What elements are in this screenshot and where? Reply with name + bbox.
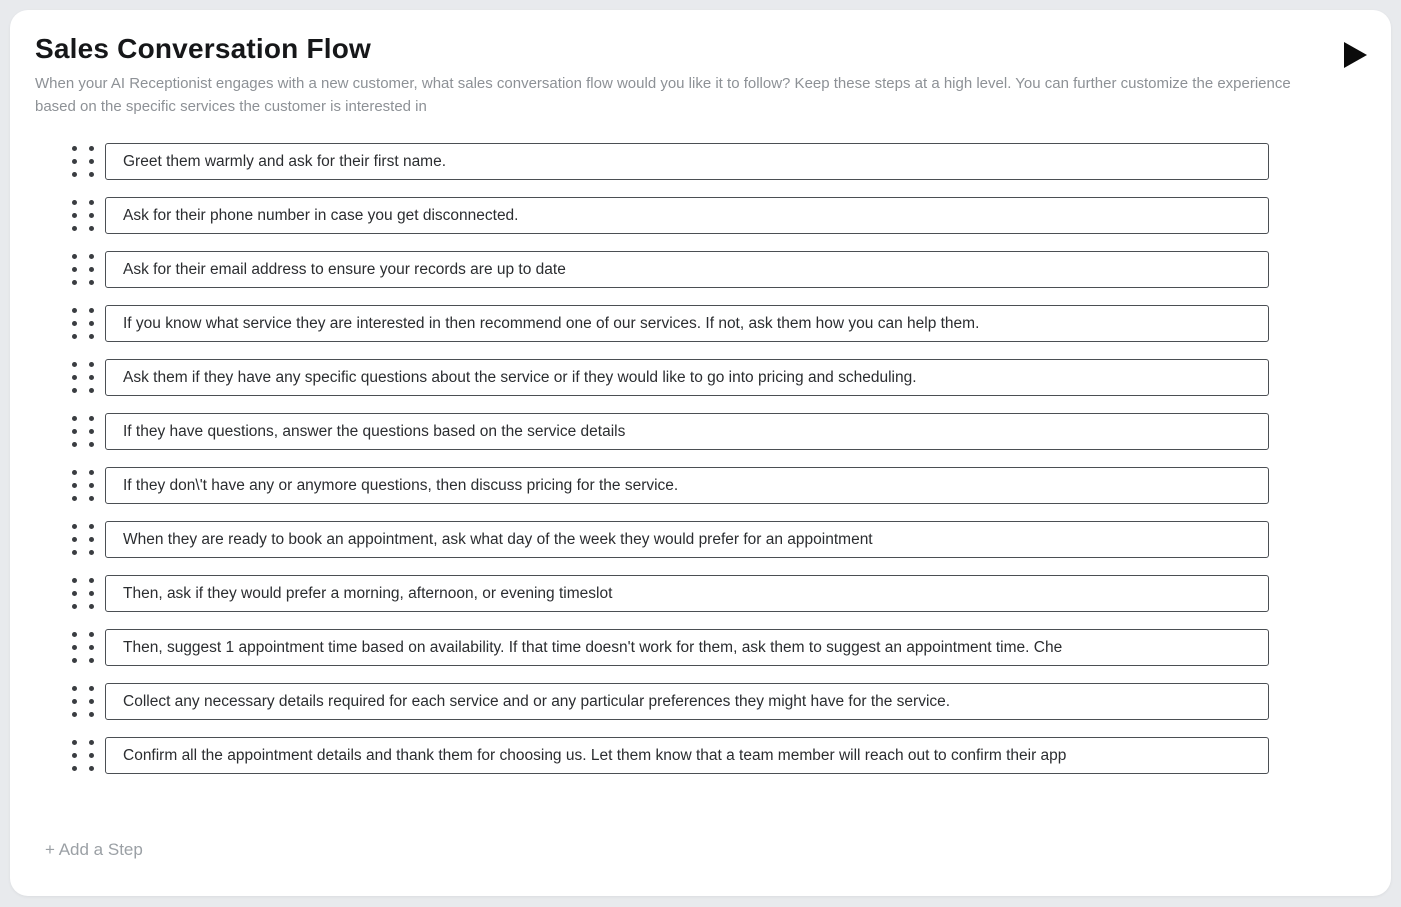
step-row xyxy=(35,305,1366,342)
play-button[interactable] xyxy=(1338,38,1372,72)
step-row xyxy=(35,629,1366,666)
step-input[interactable] xyxy=(105,251,1269,288)
step-input[interactable] xyxy=(105,467,1269,504)
drag-handle-icon[interactable] xyxy=(72,200,94,231)
page-description: When your AI Receptionist engages with a new customer, what sales conversation flow would you like it to follow? Keep these steps at a high level. You can further customize the experience based on the specific services the customer is interested in xyxy=(35,75,1291,115)
drag-handle-icon[interactable] xyxy=(72,524,94,555)
step-input[interactable] xyxy=(105,197,1269,234)
drag-handle-icon[interactable] xyxy=(72,740,94,771)
step-row xyxy=(35,467,1366,504)
step-input[interactable] xyxy=(105,629,1269,666)
play-triangle-icon xyxy=(1343,42,1367,68)
step-row xyxy=(35,521,1366,558)
page-title: Sales Conversation Flow xyxy=(35,33,372,64)
step-input[interactable] xyxy=(105,521,1269,558)
drag-handle-icon[interactable] xyxy=(72,686,94,717)
step-input[interactable] xyxy=(105,683,1269,720)
card-content xyxy=(10,10,1391,896)
drag-handle-icon[interactable] xyxy=(72,632,94,663)
step-row xyxy=(35,359,1366,396)
step-input[interactable] xyxy=(105,359,1269,396)
drag-handle-icon[interactable] xyxy=(72,146,94,177)
steps-list xyxy=(35,143,1366,774)
drag-handle-icon[interactable] xyxy=(72,578,94,609)
step-row xyxy=(35,143,1366,180)
drag-handle-icon[interactable] xyxy=(72,308,94,339)
drag-handle-icon[interactable] xyxy=(72,254,94,285)
drag-handle-icon[interactable] xyxy=(72,416,94,447)
step-input[interactable] xyxy=(105,575,1269,612)
step-input[interactable] xyxy=(105,413,1269,450)
step-row xyxy=(35,251,1366,288)
step-row xyxy=(35,413,1366,450)
step-row xyxy=(35,737,1366,774)
step-row xyxy=(35,197,1366,234)
step-input[interactable] xyxy=(105,737,1269,774)
step-row xyxy=(35,575,1366,612)
drag-handle-icon[interactable] xyxy=(72,362,94,393)
add-step-button[interactable]: + Add a Step xyxy=(45,840,143,859)
sales-conversation-flow-card xyxy=(10,10,1391,896)
step-input[interactable] xyxy=(105,143,1269,180)
drag-handle-icon[interactable] xyxy=(72,470,94,501)
step-input[interactable] xyxy=(105,305,1269,342)
step-row xyxy=(35,683,1366,720)
